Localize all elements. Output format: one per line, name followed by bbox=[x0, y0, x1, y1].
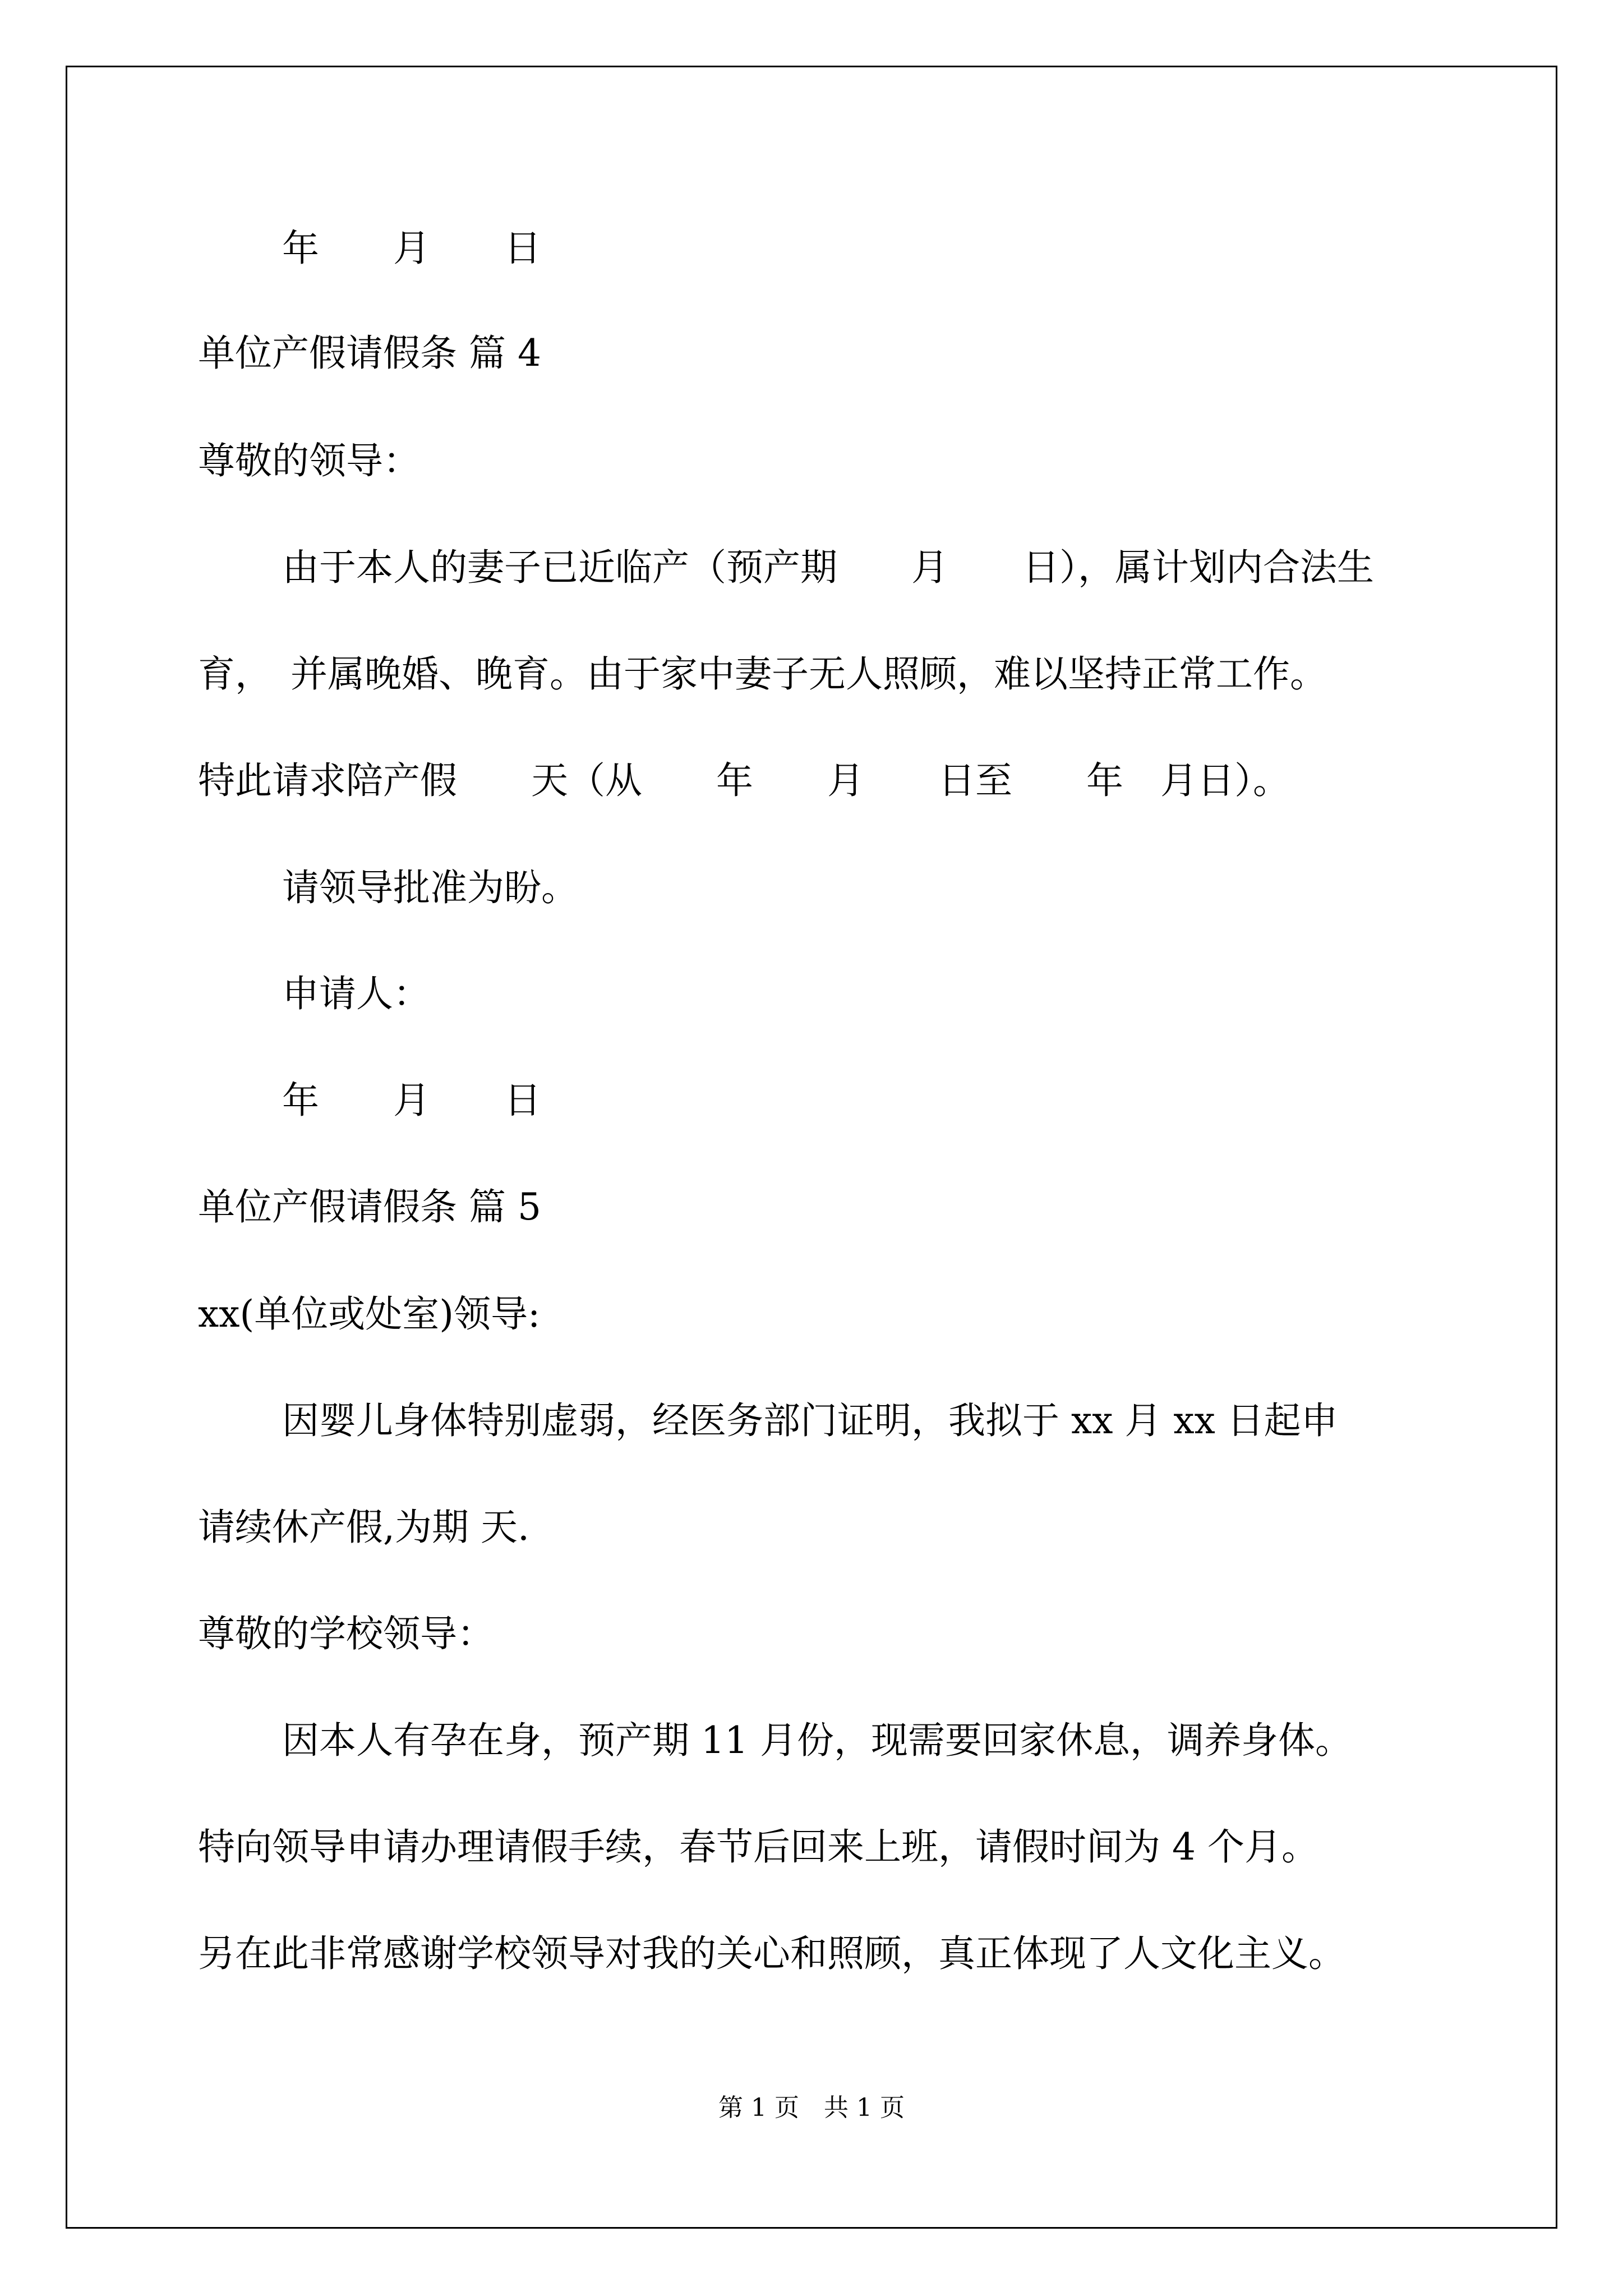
applicant-label: 申请人： bbox=[282, 972, 430, 1015]
section-heading-5: 单位产假请假条 篇 5 bbox=[198, 1185, 541, 1228]
body-paragraph-2-line-2: 请续休产假,为期 天. bbox=[198, 1506, 529, 1549]
salutation-3: 尊敬的学校领导： bbox=[198, 1612, 494, 1655]
body-paragraph-3-line-1: 因本人有孕在身，预产期 11 月份，现需要回家休息，调养身体。 bbox=[282, 1719, 1352, 1762]
date-line-2: 年 月 日 bbox=[282, 1079, 541, 1122]
salutation-2: xx(单位或处室)领导: bbox=[198, 1292, 541, 1336]
body-paragraph-2-line-1: 因婴儿身体特别虚弱，经医务部门证明，我拟于 xx 月 xx 日起申 bbox=[282, 1399, 1338, 1442]
body-paragraph-1-line-2: 育， 并属晚婚、晚育。由于家中妻子无人照顾，难以坚持正常工作。 bbox=[198, 652, 1327, 696]
page-footer: 第 1 页 共 1 页 bbox=[718, 2093, 905, 2122]
page-frame bbox=[66, 66, 1557, 2229]
closing-request: 请领导批准为盼。 bbox=[282, 866, 578, 909]
section-heading-4: 单位产假请假条 篇 4 bbox=[198, 332, 541, 375]
date-line-1: 年 月 日 bbox=[282, 227, 541, 270]
salutation-1: 尊敬的领导： bbox=[198, 439, 420, 482]
body-paragraph-1-line-3: 特此请求陪产假 天（从 年 月 日至 年 月日）。 bbox=[198, 759, 1290, 802]
body-paragraph-3-line-2: 特向领导申请办理请假手续，春节后回来上班，请假时间为 4 个月。 bbox=[198, 1825, 1318, 1869]
body-paragraph-1-line-1: 由于本人的妻子已近临产（预产期 月 日），属计划内合法生 bbox=[282, 546, 1374, 589]
body-paragraph-3-line-3: 另在此非常感谢学校领导对我的关心和照顾，真正体现了人文化主义。 bbox=[198, 1932, 1345, 1975]
